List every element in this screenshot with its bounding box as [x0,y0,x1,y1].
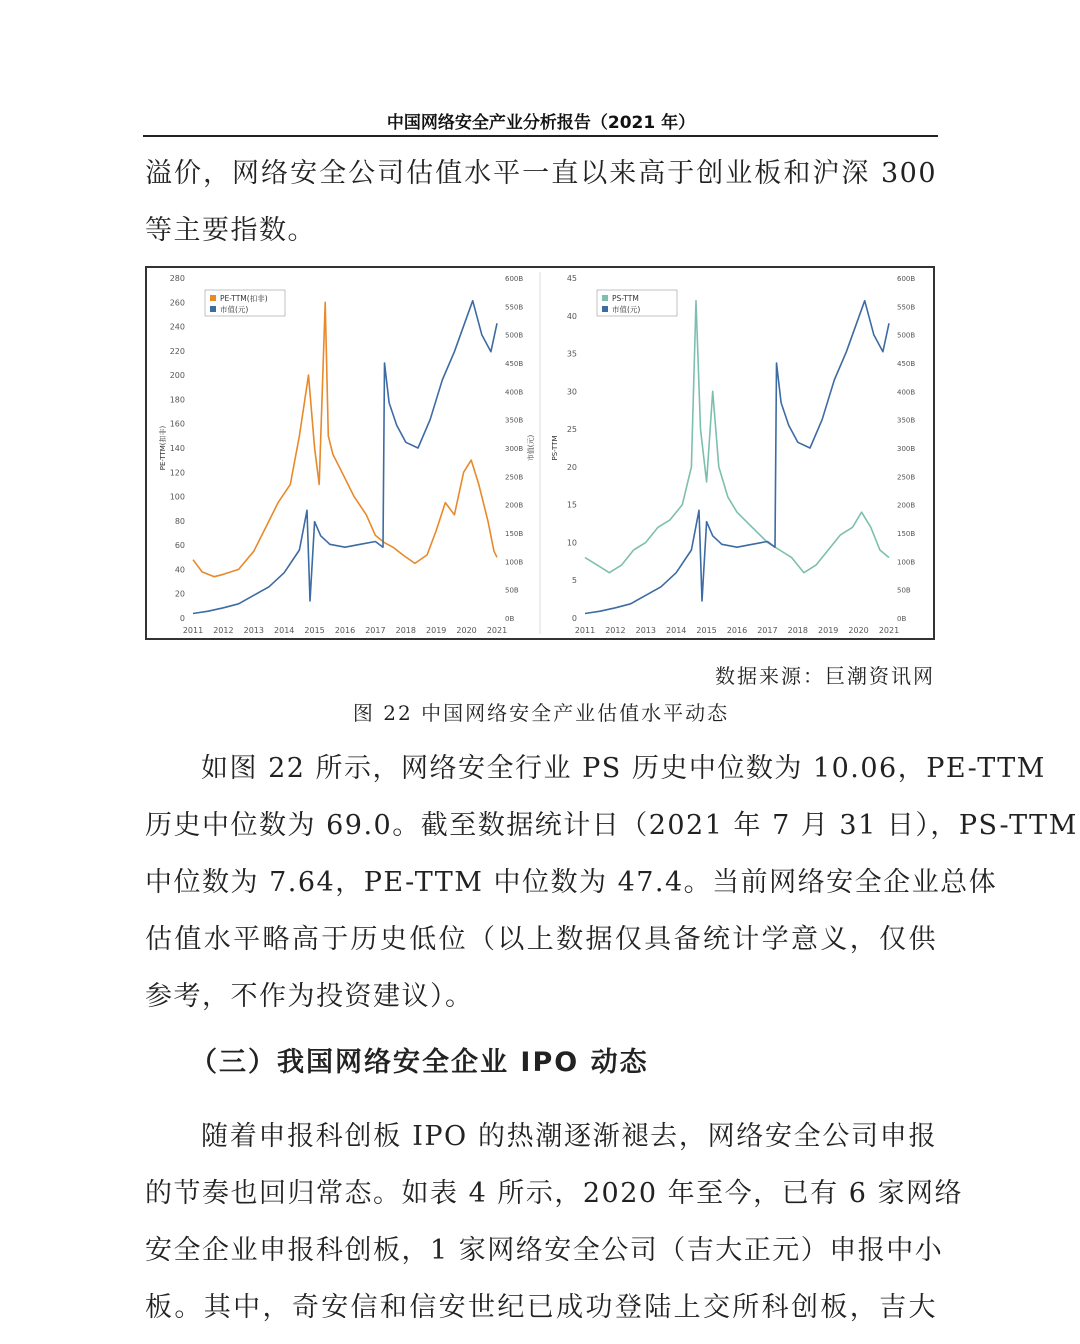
y-left-tick-label: 260 [169,298,185,308]
y-right-tick-label: 350B [505,416,524,425]
x-tick-label: 2012 [605,626,626,635]
y-left-tick-label: 180 [169,395,185,405]
y-left-tick-label: 15 [566,500,577,510]
text-line: 安全企业申报科创板，1 家网络安全公司（吉大正元）申报中小 [145,1235,944,1266]
x-tick-label: 2011 [182,626,204,635]
figure-source: 数据来源：巨潮资讯网 [715,664,935,688]
series-line [193,301,497,614]
text-line: 历史中位数为 69.0。截至数据统计日（2021 年 7 月 31 日），PS-TTM [145,810,1078,841]
running-header: 中国网络安全产业分析报告（2021 年） [386,113,696,133]
header-rule [143,135,938,137]
y-left-tick-label: 30 [566,387,577,397]
legend-label: 市值(元) [612,305,641,314]
x-tick-label: 2016 [726,626,748,635]
series-line [585,301,889,614]
x-tick-label: 2011 [574,626,596,635]
x-tick-label: 2016 [334,626,356,635]
y-right-tick-label: 450B [505,360,524,368]
y-left-tick-label: 0 [179,614,185,623]
x-tick-label: 2019 [426,626,447,635]
y-left-tick-label: 80 [174,516,185,526]
legend-swatch [602,306,608,312]
text-line: 等主要指数。 [145,215,316,246]
y-right-tick-label: 150B [897,530,916,538]
x-tick-label: 2014 [666,626,687,635]
x-tick-label: 2015 [696,626,717,635]
y-left-tick-label: 20 [566,462,577,472]
legend-label: PS-TTM [612,294,639,303]
y-left-axis-title: PS-TTM [551,435,559,461]
y-right-tick-label: 250B [897,473,916,482]
y-left-tick-label: 240 [169,322,185,332]
y-right-tick-label: 150B [505,530,524,538]
legend-swatch [210,306,216,312]
y-left-tick-label: 40 [566,311,577,321]
text-line: 估值水平略高于历史低位（以上数据仅具备统计学意义，仅供 [145,924,937,955]
y-right-tick-label: 300B [897,445,916,453]
y-left-tick-label: 5 [571,576,577,586]
x-tick-label: 2017 [365,626,386,635]
y-right-tick-label: 400B [897,388,916,397]
section-heading: （三）我国网络安全企业 IPO 动态 [190,1047,649,1078]
legend-label: 市值(元) [220,305,249,314]
y-right-tick-label: 200B [505,501,524,510]
y-right-tick-label: 400B [505,388,524,397]
y-left-tick-label: 0 [571,614,577,623]
figure-caption: 图 22 中国网络安全产业估值水平动态 [352,701,730,725]
intro-paragraph [145,145,937,259]
analysis-paragraph-cont [145,797,1078,1025]
text-line: 溢价，网络安全公司估值水平一直以来高于创业板和沪深 300 [145,158,937,189]
y-left-tick-label: 60 [174,541,185,551]
valuation-charts [147,268,933,638]
y-left-tick-label: 35 [566,349,577,359]
y-left-axis-title: PE-TTM(扣非) [159,425,167,471]
analysis-paragraph [145,740,1046,797]
y-left-tick-label: 140 [169,444,185,453]
y-left-tick-label: 10 [566,538,577,548]
y-left-tick-label: 20 [174,589,185,599]
y-right-tick-label: 100B [505,558,524,567]
x-tick-label: 2020 [456,626,477,635]
y-right-tick-label: 50B [897,586,911,595]
legend-label: PE-TTM(扣非) [220,294,268,303]
y-right-tick-label: 350B [897,416,916,425]
x-tick-label: 2012 [213,626,234,635]
x-tick-label: 2021 [878,626,900,635]
y-right-tick-label: 200B [897,501,916,510]
legend-swatch [602,295,608,301]
y-left-tick-label: 160 [169,419,185,429]
x-tick-label: 2020 [848,626,869,635]
y-right-tick-label: 600B [505,275,524,283]
text-line: 中位数为 7.64，PE-TTM 中位数为 47.4。当前网络安全企业总体 [145,867,998,898]
y-left-tick-label: 120 [169,468,185,478]
ipo-paragraph-cont [145,1165,963,1336]
text-line: 参考，不作为投资建议）。 [145,981,474,1012]
ipo-paragraph [145,1108,937,1165]
text-line: 的节奏也回归常态。如表 4 所示，2020 年至今，已有 6 家网络 [145,1178,963,1209]
text-line: 如图 22 所示，网络安全行业 PS 历史中位数为 10.06，PE-TTM [201,753,1046,784]
y-right-tick-label: 550B [897,303,916,312]
text-line: 板。其中，奇安信和信安世纪已成功登陆上交所科创板，吉大 [145,1292,937,1323]
figure-frame [145,266,935,640]
y-left-tick-label: 45 [566,274,577,283]
legend-swatch [210,295,216,301]
x-tick-label: 2019 [818,626,839,635]
y-right-tick-label: 550B [505,303,524,312]
y-left-tick-label: 25 [566,425,577,435]
y-right-tick-label: 500B [897,331,916,340]
x-tick-label: 2013 [635,626,656,635]
y-right-tick-label: 50B [505,586,519,595]
y-right-tick-label: 0B [505,615,515,623]
x-tick-label: 2018 [787,626,808,635]
y-left-tick-label: 280 [169,274,185,283]
series-line [193,302,497,576]
y-right-tick-label: 100B [897,558,916,567]
x-tick-label: 2015 [304,626,325,635]
x-tick-label: 2021 [486,626,508,635]
y-left-tick-label: 200 [169,371,185,381]
series-line [585,301,889,573]
text-line: 随着申报科创板 IPO 的热潮逐渐褪去，网络安全公司申报 [201,1121,937,1152]
x-tick-label: 2017 [757,626,778,635]
y-left-tick-label: 100 [169,492,185,502]
x-tick-label: 2013 [243,626,264,635]
y-right-tick-label: 500B [505,331,524,340]
y-left-tick-label: 40 [174,565,185,575]
y-right-tick-label: 450B [897,360,916,368]
y-right-tick-label: 600B [897,275,916,283]
y-left-tick-label: 220 [169,346,185,356]
x-tick-label: 2014 [274,626,295,635]
y-right-axis-title: 市值(元) [527,434,535,462]
y-right-tick-label: 0B [897,615,907,623]
y-right-tick-label: 250B [505,473,524,482]
x-tick-label: 2018 [395,626,416,635]
y-right-tick-label: 300B [505,445,524,453]
